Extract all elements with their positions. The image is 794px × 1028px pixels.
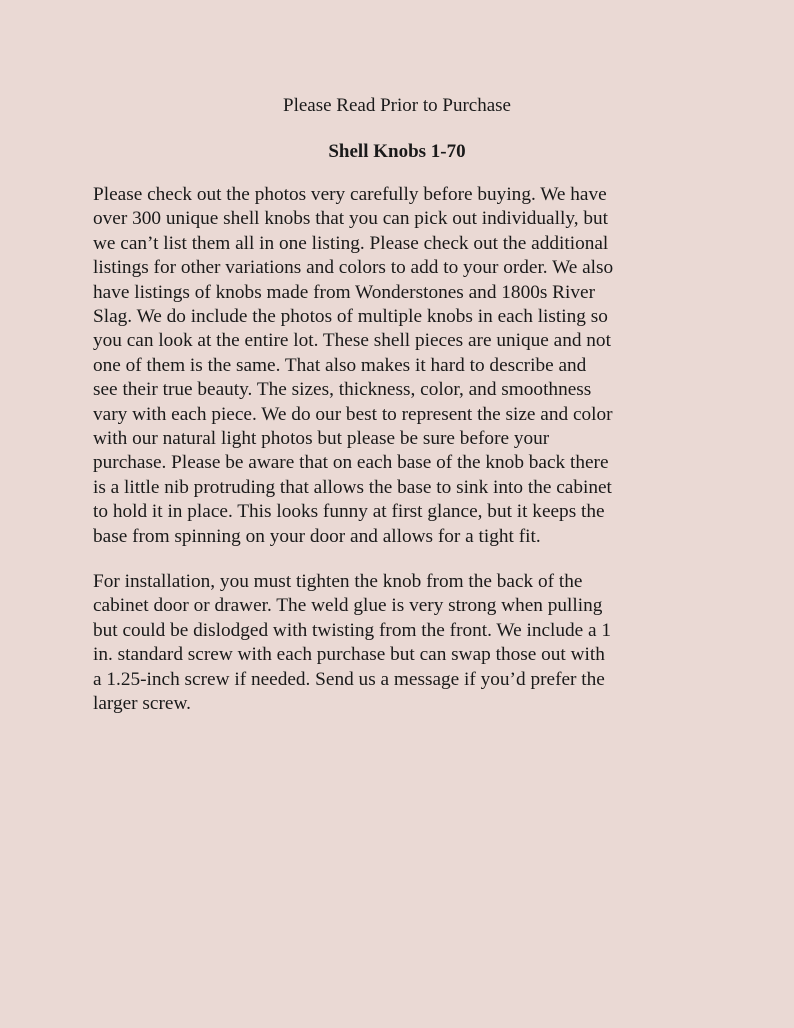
description-paragraph (93, 183, 697, 549)
paragraph-line: listings for other variations and colors to add to your order. We also (93, 257, 614, 279)
paragraph-line: over 300 unique shell knobs that you can pick out individually, but (93, 208, 608, 230)
product-title: Shell Knobs 1-70 (328, 141, 466, 162)
installation-paragraph (93, 570, 697, 716)
paragraph-line: we can’t list them all in one listing. Please check out the additional (93, 232, 609, 254)
paragraph-line: but could be dislodged with twisting from the front. We include a 1 (93, 619, 612, 641)
paragraph-line: purchase. Please be aware that on each base of the knob back there (93, 452, 609, 474)
paragraph-line: with our natural light photos but please be sure before your (93, 428, 550, 450)
paragraph-line: to hold it in place. This looks funny at first glance, but it keeps the (93, 501, 605, 523)
paragraph-line: you can look at the entire lot. These shell pieces are unique and not (93, 330, 611, 352)
paragraph-line: a 1.25-inch screw if needed. Send us a message if you’d prefer the (93, 668, 605, 690)
paragraph-line: base from spinning on your door and allows for a tight fit. (93, 525, 541, 547)
paragraph-line: Please check out the photos very carefully before buying. We have (93, 184, 607, 205)
paragraph-line: For installation, you must tighten the knob from the back of the (93, 571, 583, 592)
paragraph-line: Slag. We do include the photos of multiple knobs in each listing so (93, 306, 608, 328)
paragraph-line: in. standard screw with each purchase but can swap those out with (93, 644, 605, 666)
paragraph-line: one of them is the same. That also makes it hard to describe and (93, 354, 587, 376)
paragraph-line: larger screw. (93, 693, 191, 715)
paragraph-line: see their true beauty. The sizes, thickness, color, and smoothness (93, 379, 592, 401)
paragraph-line: cabinet door or drawer. The weld glue is very strong when pulling (93, 595, 603, 617)
paragraph-line: vary with each piece. We do our best to represent the size and color (93, 403, 613, 425)
paragraph-line: is a little nib protruding that allows the base to sink into the cabinet (93, 476, 612, 498)
notice-title: Please Read Prior to Purchase (283, 95, 511, 116)
paragraph-line: have listings of knobs made from Wonderstones and 1800s River (93, 281, 596, 303)
